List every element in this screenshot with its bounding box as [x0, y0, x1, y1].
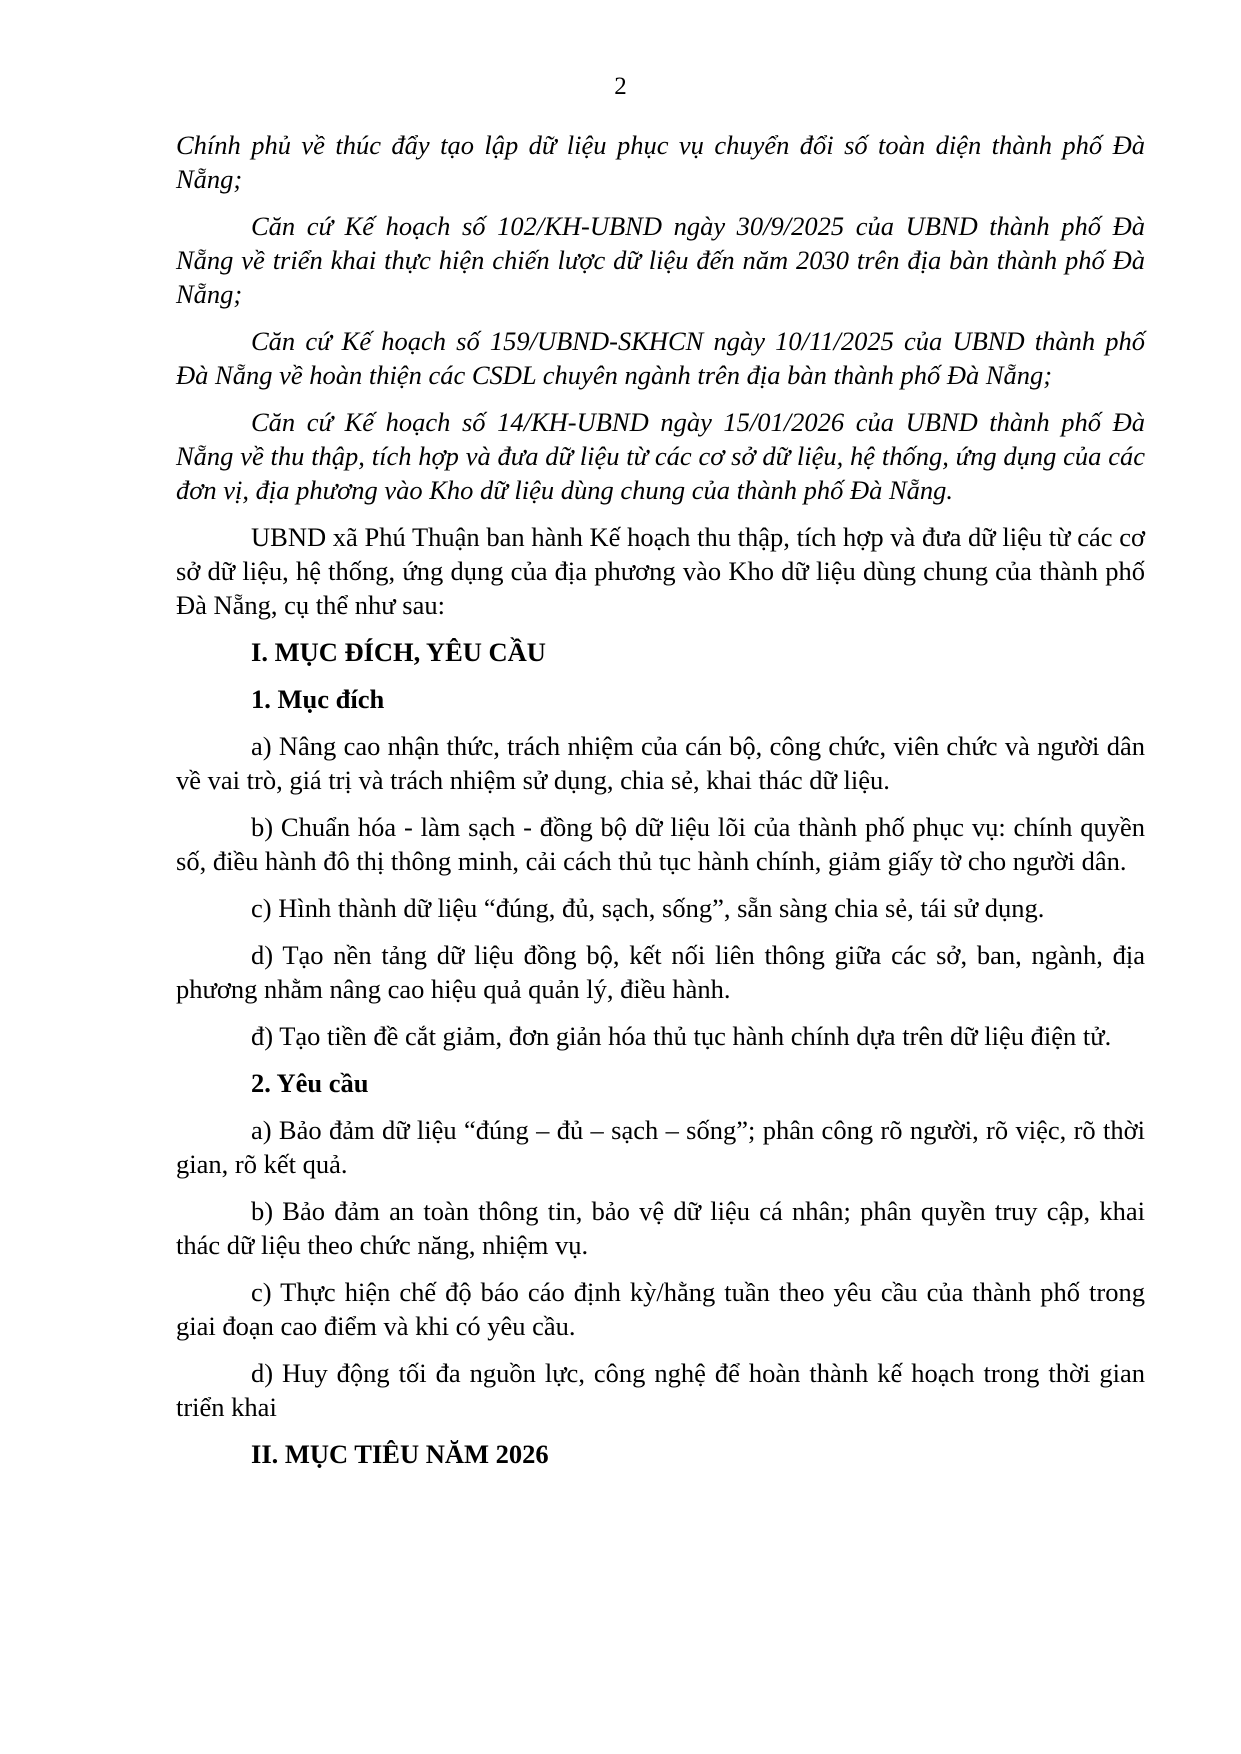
requirement-item-a: a) Bảo đảm dữ liệu “đúng – đủ – sạch – sống”; phân công rõ người, rõ việc, rõ thời gian, rõ kết quả. — [176, 1115, 1145, 1179]
paragraph-legal-basis-plan-159: Căn cứ Kế hoạch số 159/UBND-SKHCN ngày 10/11/2025 của UBND thành phố Đà Nẵng về hoàn thiện các CSDL chuyên ngành trên địa bàn thành phố Đà Nẵng; — [176, 326, 1145, 390]
requirement-item-c: c) Thực hiện chế độ báo cáo định kỳ/hằng tuần theo yêu cầu của thành phố trong giai đoạn cao điểm và khi có yêu cầu. — [176, 1277, 1145, 1341]
paragraph-issuance-statement: UBND xã Phú Thuận ban hành Kế hoạch thu thập, tích hợp và đưa dữ liệu từ các cơ sở dữ liệu, hệ thống, ứng dụng của địa phương vào Kho dữ liệu dùng chung của thành phố Đà Nẵng, cụ thể như sau: — [176, 522, 1145, 620]
paragraph-legal-basis-continued: Chính phủ về thúc đẩy tạo lập dữ liệu phục vụ chuyển đổi số toàn diện thành phố Đà Nẵng; — [176, 130, 1145, 194]
subsection-heading-objectives: 1. Mục đích — [251, 684, 385, 714]
subsection-heading-requirements: 2. Yêu cầu — [251, 1068, 369, 1098]
objective-item-d: d) Tạo nền tảng dữ liệu đồng bộ, kết nối liên thông giữa các sở, ban, ngành, địa phương nhằm nâng cao hiệu quả quản lý, điều hành. — [176, 940, 1145, 1004]
paragraph-legal-basis-plan-102: Căn cứ Kế hoạch số 102/KH-UBND ngày 30/9/2025 của UBND thành phố Đà Nẵng về triển khai thực hiện chiến lược dữ liệu đến năm 2030 trên địa bàn thành phố Đà Nẵng; — [176, 211, 1145, 309]
objective-item-dd: đ) Tạo tiền đề cắt giảm, đơn giản hóa thủ tục hành chính dựa trên dữ liệu điện tử. — [251, 1021, 1112, 1051]
section-heading-objectives-requirements: I. MỤC ĐÍCH, YÊU CẦU — [251, 637, 546, 667]
objective-item-a: a) Nâng cao nhận thức, trách nhiệm của cán bộ, công chức, viên chức và người dân về vai trò, giá trị và trách nhiệm sử dụng, chia sẻ, khai thác dữ liệu. — [176, 731, 1145, 795]
document-body — [176, 128, 1145, 1484]
requirement-item-b: b) Bảo đảm an toàn thông tin, bảo vệ dữ liệu cá nhân; phân quyền truy cập, khai thác dữ liệu theo chức năng, nhiệm vụ. — [176, 1196, 1145, 1260]
objective-item-c: c) Hình thành dữ liệu “đúng, đủ, sạch, sống”, sẵn sàng chia sẻ, tái sử dụng. — [251, 893, 1045, 923]
page-number: 2 — [614, 73, 627, 100]
paragraph-legal-basis-plan-14: Căn cứ Kế hoạch số 14/KH-UBND ngày 15/01/2026 của UBND thành phố Đà Nẵng về thu thập, tích hợp và đưa dữ liệu từ các cơ sở dữ liệu, hệ thống, ứng dụng của các đơn vị, địa phương vào Kho dữ liệu dùng chung của thành phố Đà Nẵng. — [176, 407, 1145, 505]
objective-item-b: b) Chuẩn hóa - làm sạch - đồng bộ dữ liệu lõi của thành phố phục vụ: chính quyền số, điều hành đô thị thông minh, cải cách thủ tục hành chính, giảm giấy tờ cho người dân. — [176, 812, 1145, 876]
requirement-item-d: d) Huy động tối đa nguồn lực, công nghệ để hoàn thành kế hoạch trong thời gian triển khai — [176, 1358, 1145, 1422]
section-heading-targets-2026: II. MỤC TIÊU NĂM 2026 — [251, 1439, 549, 1469]
